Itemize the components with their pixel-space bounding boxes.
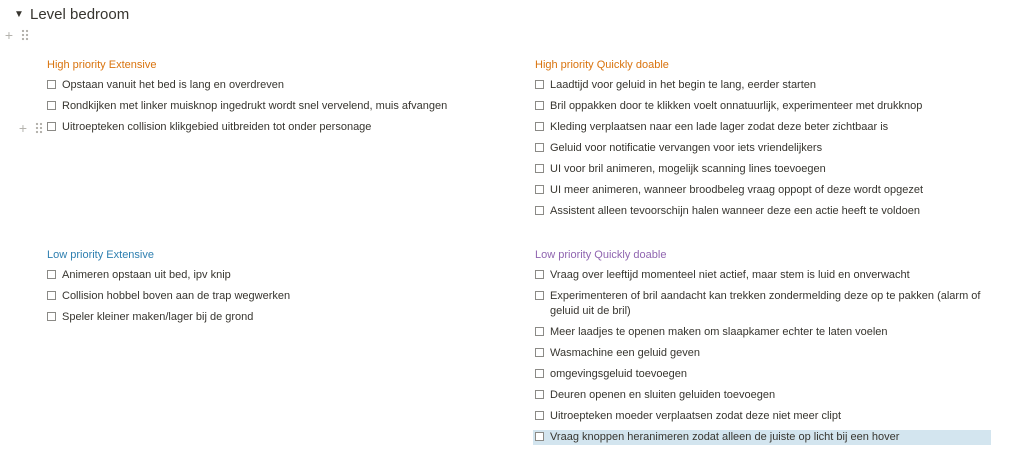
todo-text[interactable]: Uitroepteken collision klikgebied uitbreiden tot onder personage — [62, 121, 372, 133]
todo-text[interactable]: Collision hobbel boven aan de trap wegwerken — [62, 290, 291, 302]
checkbox[interactable] — [535, 291, 544, 300]
drag-handle-icon[interactable] — [35, 122, 43, 134]
toggle-title: Level bedroom — [30, 5, 130, 23]
checkbox[interactable] — [47, 101, 56, 110]
todo-text[interactable]: Animeren opstaan uit bed, ipv knip — [62, 269, 231, 281]
todo-text[interactable]: Assistent alleen tevoorschijn halen wanneer deze een actie heeft te voldoen — [550, 205, 920, 217]
todo-text[interactable]: Geluid voor notificatie vervangen voor iets vriendelijkers — [550, 142, 823, 154]
checkbox[interactable] — [535, 348, 544, 357]
checkbox[interactable] — [535, 143, 544, 152]
section-low-extensive — [47, 247, 517, 331]
section-title: High priority Extensive — [47, 59, 157, 71]
checkbox[interactable] — [535, 206, 544, 215]
drag-handle-icon[interactable] — [21, 29, 29, 41]
todo-text[interactable]: Experimenteren of bril aandacht kan trekken zondermelding deze op te pakken (alarm of geluid uit de bril) — [550, 290, 981, 317]
todo-item — [47, 289, 517, 304]
todo-item — [18, 120, 517, 136]
todo-item — [535, 204, 1005, 219]
todo-text[interactable]: Laadtijd voor geluid in het begin te lang, eerder starten — [550, 79, 817, 91]
section-low-quick — [535, 247, 1005, 451]
section-title: Low priority Extensive — [47, 249, 154, 261]
checkbox[interactable] — [535, 122, 544, 131]
checkbox[interactable] — [535, 432, 544, 441]
checkbox[interactable] — [47, 80, 56, 89]
todo-text[interactable]: UI meer animeren, wanneer broodbeleg vraag oppopt of deze wordt opgezet — [550, 184, 924, 196]
todo-text[interactable]: Opstaan vanuit het bed is lang en overdreven — [62, 79, 284, 91]
plus-icon[interactable]: + — [18, 120, 28, 136]
todo-item — [535, 78, 1005, 93]
checkbox[interactable] — [535, 185, 544, 194]
todo-text[interactable]: Deuren openen en sluiten geluiden toevoegen — [550, 389, 776, 401]
todo-text[interactable]: Vraag knoppen heranimeren zodat alleen de juiste op licht bij een hover — [550, 431, 900, 443]
todo-item — [535, 367, 1005, 382]
section-title: High priority Quickly doable — [535, 59, 669, 71]
section-high-extensive — [18, 57, 517, 141]
todo-text[interactable]: Meer laadjes te openen maken om slaapkamer echter te laten voelen — [550, 326, 888, 338]
checkbox[interactable] — [47, 122, 56, 131]
checkbox[interactable] — [47, 291, 56, 300]
checkbox[interactable] — [535, 411, 544, 420]
todo-item — [535, 268, 1005, 283]
todo-item — [535, 289, 1005, 319]
todo-text[interactable]: Kleding verplaatsen naar een lade lager zodat deze beter zichtbaar is — [550, 121, 889, 133]
todo-text[interactable]: Bril oppakken door te klikken voelt onnatuurlijk, experimenteer met drukknop — [550, 100, 923, 112]
plus-icon[interactable]: + — [4, 27, 14, 43]
checkbox[interactable] — [47, 312, 56, 321]
todo-item — [47, 78, 517, 93]
todo-item — [47, 310, 517, 325]
checkbox[interactable] — [535, 270, 544, 279]
todo-item — [47, 268, 517, 283]
todo-text[interactable]: Vraag over leeftijd momenteel niet actief, maar stem is luid en onverwacht — [550, 269, 910, 281]
todo-item — [535, 141, 1005, 156]
todo-text[interactable]: UI voor bril animeren, mogelijk scanning lines toevoegen — [550, 163, 826, 175]
todo-text[interactable]: Uitroepteken moeder verplaatsen zodat deze niet meer clipt — [550, 410, 842, 422]
todo-item-selected — [533, 430, 991, 445]
todo-item — [535, 325, 1005, 340]
todo-item — [535, 99, 1005, 114]
section-title: Low priority Quickly doable — [535, 249, 667, 261]
triangle-down-icon[interactable]: ▼ — [14, 8, 24, 20]
checkbox[interactable] — [535, 390, 544, 399]
todo-item — [535, 120, 1005, 135]
todo-text[interactable]: Rondkijken met linker muisknop ingedrukt wordt snel vervelend, muis afvangen — [62, 100, 448, 112]
block-handles — [17, 121, 43, 135]
todo-text[interactable]: Speler kleiner maken/lager bij de grond — [62, 311, 254, 323]
todo-item — [535, 346, 1005, 361]
todo-item — [535, 388, 1005, 403]
todo-item — [535, 162, 1005, 177]
block-handles — [3, 28, 29, 42]
checkbox[interactable] — [535, 80, 544, 89]
todo-text[interactable]: Wasmachine een geluid geven — [550, 347, 701, 359]
todo-item — [47, 99, 517, 114]
todo-text[interactable]: omgevingsgeluid toevoegen — [550, 368, 687, 380]
checkbox[interactable] — [535, 369, 544, 378]
section-high-quick — [535, 57, 1005, 225]
todo-item — [535, 409, 1005, 424]
checkbox[interactable] — [535, 101, 544, 110]
checkbox[interactable] — [535, 164, 544, 173]
checkbox[interactable] — [535, 327, 544, 336]
todo-item — [535, 183, 1005, 198]
toggle-block[interactable] — [14, 4, 129, 24]
checkbox[interactable] — [47, 270, 56, 279]
